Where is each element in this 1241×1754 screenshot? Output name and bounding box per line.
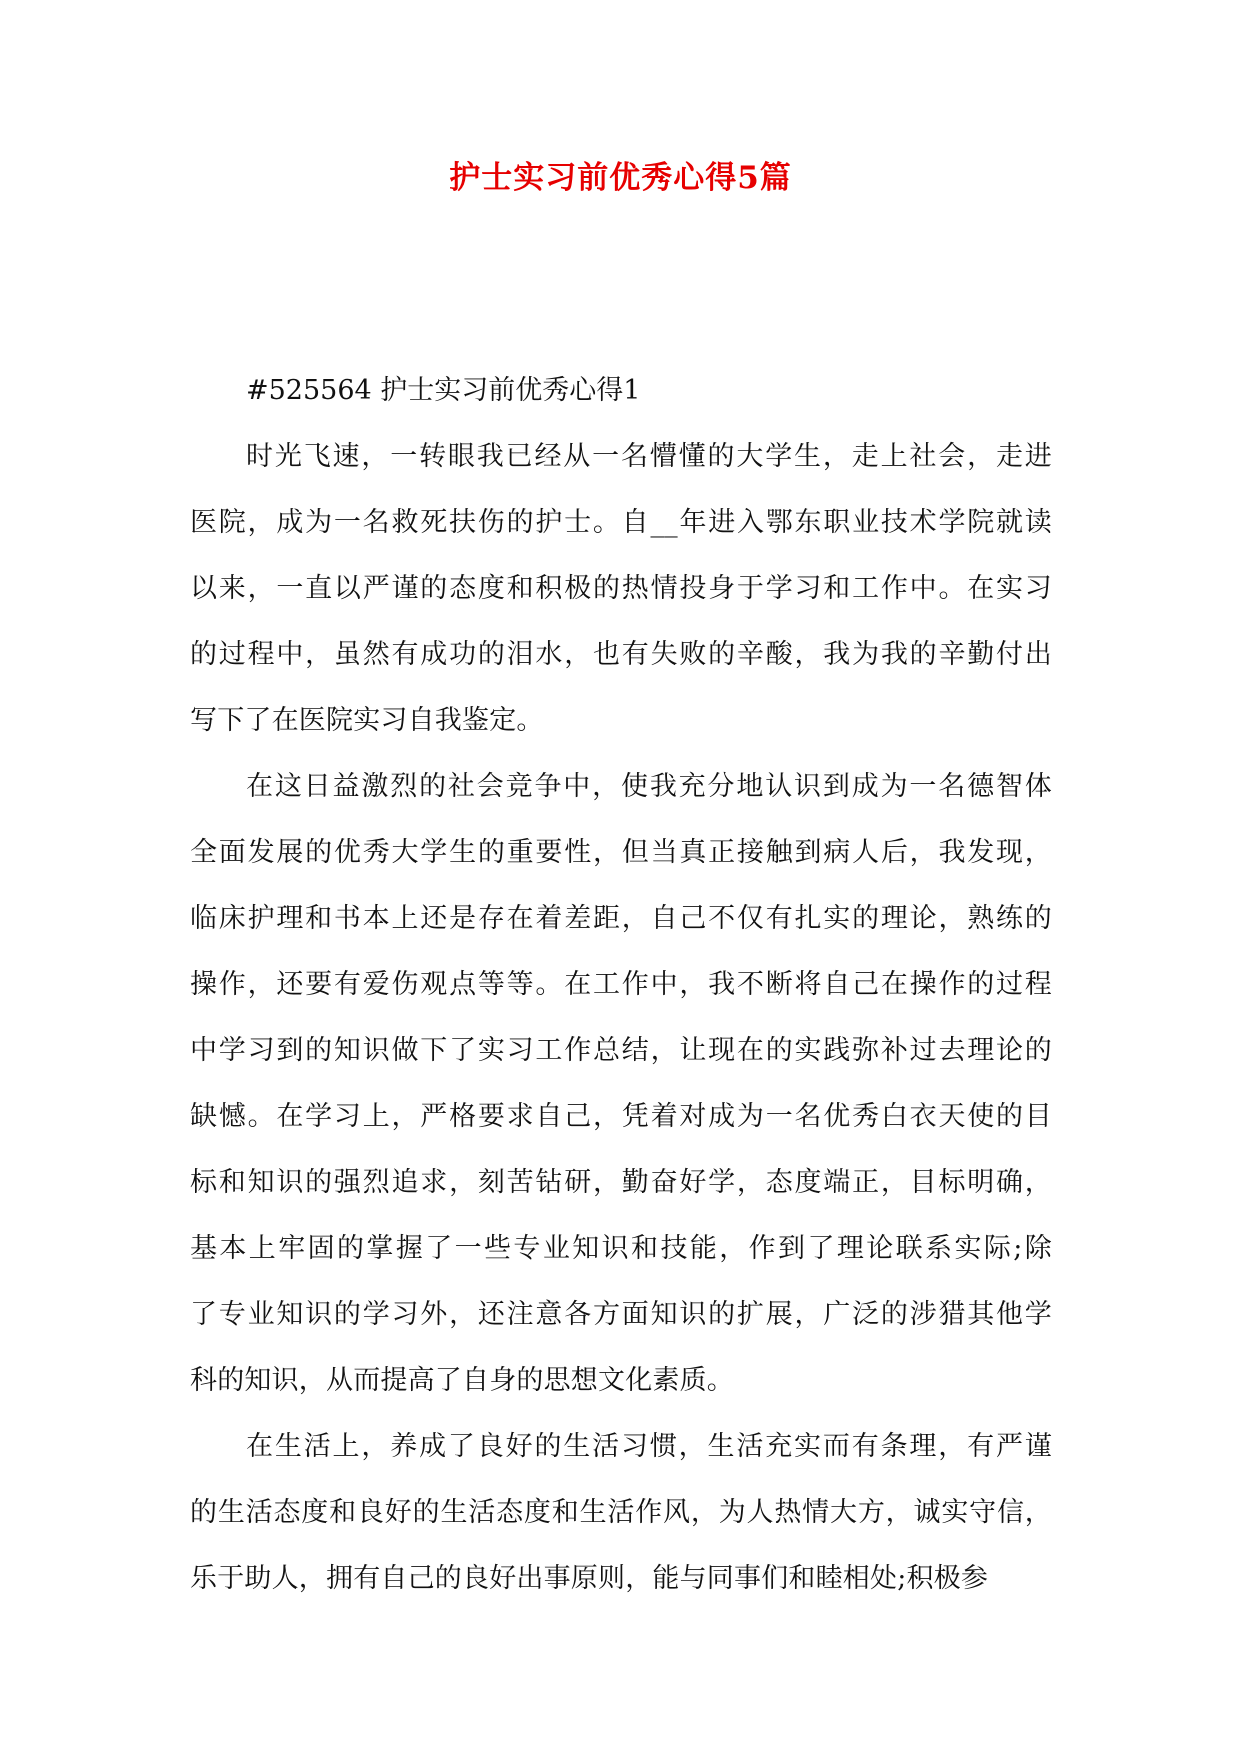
paragraph-line: 全面发展的优秀大学生的重要性，但当真正接触到病人后，我发现， <box>190 837 1052 868</box>
document-title: 护士实习前优秀心得5篇 <box>449 160 792 196</box>
paragraph-line: 标和知识的强烈追求，刻苦钻研，勤奋好学，态度端正，目标明确， <box>190 1167 1052 1198</box>
paragraph-line: 时光飞速，一转眼我已经从一名懵懂的大学生，走上社会，走进 <box>246 441 1052 472</box>
paragraph <box>190 424 1052 754</box>
paragraph-line: 科的知识，从而提高了自身的思想文化素质。 <box>190 1365 734 1396</box>
section-heading: #525564 护士实习前优秀心得1 <box>246 375 641 406</box>
paragraph <box>190 754 1052 1414</box>
paragraph-line: 操作，还要有爱伤观点等等。在工作中，我不断将自己在操作的过程 <box>190 969 1052 1000</box>
paragraph <box>190 1414 1052 1612</box>
paragraph-line: 临床护理和书本上还是存在着差距，自己不仅有扎实的理论，熟练的 <box>190 903 1052 934</box>
paragraph-line: 中学习到的知识做下了实习工作总结，让现在的实践弥补过去理论的 <box>190 1035 1052 1066</box>
paragraph-line: 缺憾。在学习上，严格要求自己，凭着对成为一名优秀白衣天使的目 <box>190 1101 1052 1132</box>
paragraph-line: 在这日益激烈的社会竞争中，使我充分地认识到成为一名德智体 <box>246 771 1052 802</box>
paragraph-line: 写下了在医院实习自我鉴定。 <box>190 705 544 736</box>
paragraph-line: 的过程中，虽然有成功的泪水，也有失败的辛酸，我为我的辛勤付出 <box>190 639 1052 670</box>
paragraph-line: 的生活态度和良好的生活态度和生活作风，为人热情大方，诚实守信， <box>190 1497 1052 1528</box>
paragraph-line: 在生活上，养成了良好的生活习惯，生活充实而有条理，有严谨 <box>246 1431 1052 1462</box>
paragraph-line: 基本上牢固的掌握了一些专业知识和技能，作到了理论联系实际;除 <box>190 1233 1052 1264</box>
paragraph-container <box>190 424 1052 1612</box>
paragraph-line: 医院，成为一名救死扶伤的护士。自__年进入鄂东职业技术学院就读 <box>190 507 1052 538</box>
paragraph-line: 乐于助人，拥有自己的良好出事原则，能与同事们和睦相处;积极参 <box>190 1563 989 1594</box>
document-body <box>190 358 1052 1612</box>
paragraph-line: 了专业知识的学习外，还注意各方面知识的扩展，广泛的涉猎其他学 <box>190 1299 1052 1330</box>
paragraph-line: 以来，一直以严谨的态度和积极的热情投身于学习和工作中。在实习 <box>190 573 1052 604</box>
